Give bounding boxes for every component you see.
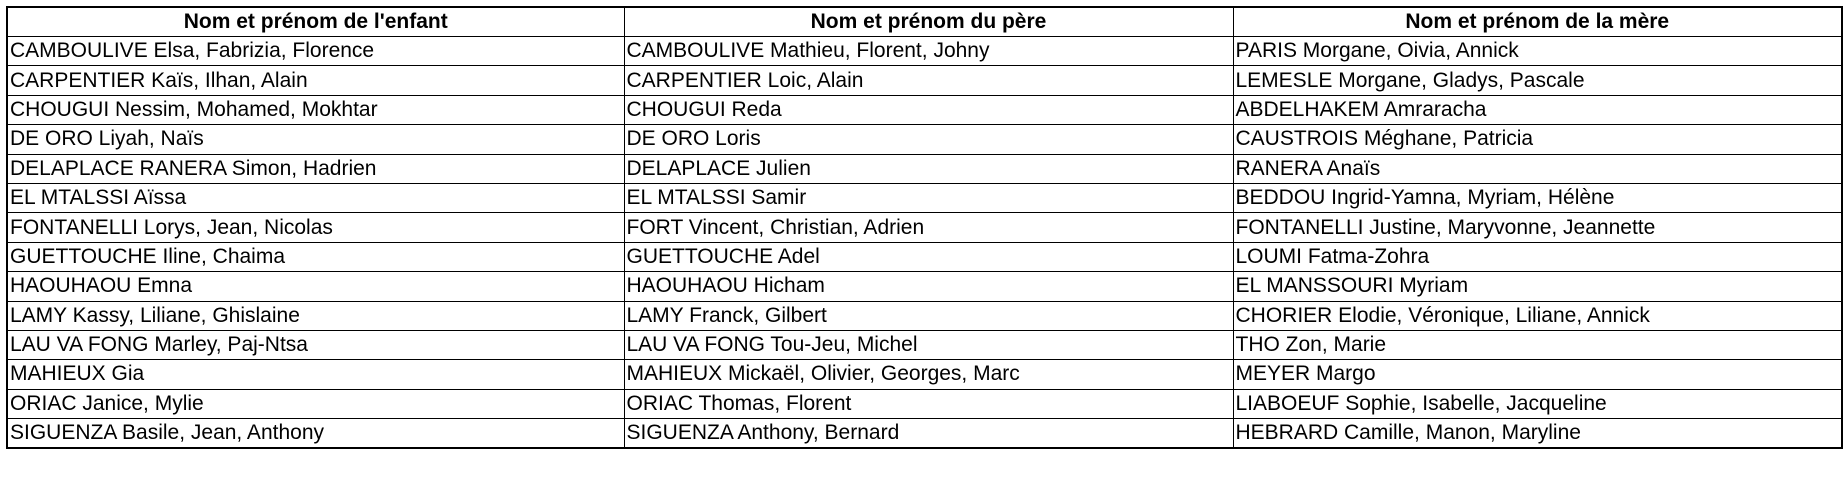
child-name-cell: CARPENTIER Kaïs, Ilhan, Alain — [7, 66, 624, 95]
mother-name-cell: CAUSTROIS Méghane, Patricia — [1233, 125, 1842, 154]
child-name-cell: MAHIEUX Gia — [7, 360, 624, 389]
child-name-cell: DE ORO Liyah, Naïs — [7, 125, 624, 154]
mother-name-cell: BEDDOU Ingrid-Yamna, Myriam, Hélène — [1233, 183, 1842, 212]
child-name-cell: LAMY Kassy, Liliane, Ghislaine — [7, 301, 624, 330]
mother-name-cell: EL MANSSOURI Myriam — [1233, 272, 1842, 301]
table-row — [7, 419, 1842, 449]
table-row — [7, 66, 1842, 95]
father-name-cell: HAOUHAOU Hicham — [624, 272, 1233, 301]
father-name-cell: CHOUGUI Reda — [624, 95, 1233, 124]
father-name-cell: CAMBOULIVE Mathieu, Florent, Johny — [624, 37, 1233, 66]
father-name-cell: MAHIEUX Mickaël, Olivier, Georges, Marc — [624, 360, 1233, 389]
table-row — [7, 37, 1842, 66]
child-name-cell: CAMBOULIVE Elsa, Fabrizia, Florence — [7, 37, 624, 66]
table-row — [7, 95, 1842, 124]
table-row — [7, 213, 1842, 242]
child-name-cell: GUETTOUCHE Iline, Chaima — [7, 242, 624, 271]
table-row — [7, 154, 1842, 183]
table-row — [7, 183, 1842, 212]
father-name-cell: DE ORO Loris — [624, 125, 1233, 154]
child-name-cell: CHOUGUI Nessim, Mohamed, Mokhtar — [7, 95, 624, 124]
table-row — [7, 301, 1842, 330]
father-name-cell: CARPENTIER Loic, Alain — [624, 66, 1233, 95]
mother-name-cell: FONTANELLI Justine, Maryvonne, Jeannette — [1233, 213, 1842, 242]
header-child-name: Nom et prénom de l'enfant — [7, 7, 624, 37]
mother-name-cell: THO Zon, Marie — [1233, 330, 1842, 359]
father-name-cell: DELAPLACE Julien — [624, 154, 1233, 183]
mother-name-cell: MEYER Margo — [1233, 360, 1842, 389]
birth-records-table-container — [6, 6, 1841, 449]
father-name-cell: FORT Vincent, Christian, Adrien — [624, 213, 1233, 242]
table-row — [7, 242, 1842, 271]
father-name-cell: LAU VA FONG Tou-Jeu, Michel — [624, 330, 1233, 359]
father-name-cell: GUETTOUCHE Adel — [624, 242, 1233, 271]
mother-name-cell: HEBRARD Camille, Manon, Maryline — [1233, 419, 1842, 449]
child-name-cell: HAOUHAOU Emna — [7, 272, 624, 301]
header-row — [7, 7, 1842, 37]
child-name-cell: ORIAC Janice, Mylie — [7, 389, 624, 418]
mother-name-cell: PARIS Morgane, Oivia, Annick — [1233, 37, 1842, 66]
mother-name-cell: LEMESLE Morgane, Gladys, Pascale — [1233, 66, 1842, 95]
table-row — [7, 330, 1842, 359]
table-header — [7, 7, 1842, 37]
table-row — [7, 360, 1842, 389]
father-name-cell: ORIAC Thomas, Florent — [624, 389, 1233, 418]
child-name-cell: LAU VA FONG Marley, Paj-Ntsa — [7, 330, 624, 359]
table-row — [7, 125, 1842, 154]
mother-name-cell: LIABOEUF Sophie, Isabelle, Jacqueline — [1233, 389, 1842, 418]
father-name-cell: SIGUENZA Anthony, Bernard — [624, 419, 1233, 449]
mother-name-cell: ABDELHAKEM Amraracha — [1233, 95, 1842, 124]
header-father-name: Nom et prénom du père — [624, 7, 1233, 37]
father-name-cell: EL MTALSSI Samir — [624, 183, 1233, 212]
birth-records-table — [6, 6, 1843, 449]
child-name-cell: DELAPLACE RANERA Simon, Hadrien — [7, 154, 624, 183]
child-name-cell: FONTANELLI Lorys, Jean, Nicolas — [7, 213, 624, 242]
mother-name-cell: RANERA Anaïs — [1233, 154, 1842, 183]
table-row — [7, 389, 1842, 418]
child-name-cell: SIGUENZA Basile, Jean, Anthony — [7, 419, 624, 449]
mother-name-cell: CHORIER Elodie, Véronique, Liliane, Annick — [1233, 301, 1842, 330]
child-name-cell: EL MTALSSI Aïssa — [7, 183, 624, 212]
father-name-cell: LAMY Franck, Gilbert — [624, 301, 1233, 330]
table-row — [7, 272, 1842, 301]
table-body — [7, 37, 1842, 449]
header-mother-name: Nom et prénom de la mère — [1233, 7, 1842, 37]
mother-name-cell: LOUMI Fatma-Zohra — [1233, 242, 1842, 271]
